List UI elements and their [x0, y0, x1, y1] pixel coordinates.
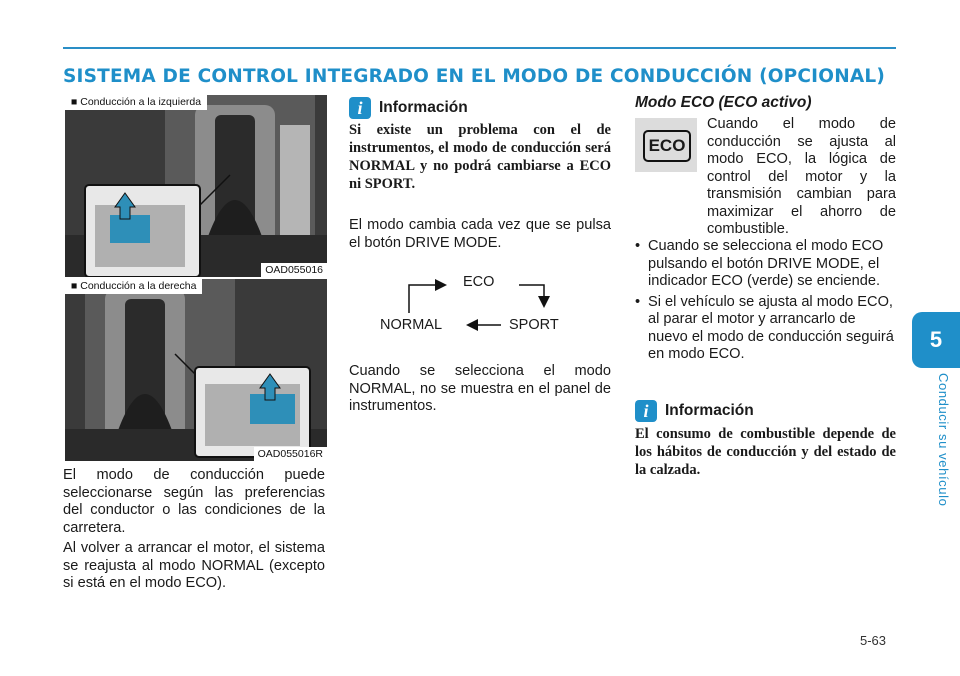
- info-title: Información: [665, 402, 754, 419]
- list-item: • Cuando se selecciona el modo ECO pulsando el botón DRIVE MODE, el indicador ECO (verde) se enciende.: [635, 238, 896, 291]
- mode-sport-label: SPORT: [509, 317, 559, 333]
- eco-bullet-list: [635, 238, 896, 367]
- info-icon: i: [635, 400, 657, 422]
- mode-normal-label: NORMAL: [380, 317, 443, 333]
- mode-eco-label: ECO: [463, 274, 495, 290]
- middle-paragraph-1: El modo cambia cada vez que se pulsa el botón DRIVE MODE.: [349, 217, 611, 251]
- info-text: El consumo de combustible depende de los hábitos de conducción y del estado de la calzada.: [635, 426, 896, 478]
- info-heading: [635, 400, 754, 422]
- eco-indicator-illustration: [635, 118, 697, 172]
- console-photo-lhd: [65, 95, 327, 277]
- chapter-tab: [912, 312, 960, 368]
- figure-caption: ■ Conducción a la derecha: [65, 279, 202, 294]
- left-paragraph-1: El modo de conducción puede seleccionarse según las preferencias del conductor o las condiciones de la carretera.: [63, 467, 325, 536]
- figure-code: OAD055016R: [254, 447, 327, 461]
- figure-caption: ■ Conducción a la izquierda: [65, 95, 207, 110]
- middle-paragraph-2: Cuando se selecciona el modo NORMAL, no se muestra en el panel de instrumentos.: [349, 363, 611, 414]
- eco-icon: ECO: [643, 130, 691, 162]
- info-icon: i: [349, 97, 371, 119]
- chapter-label: Conducir su vehículo: [936, 373, 951, 507]
- page-title: SISTEMA DE CONTROL INTEGRADO EN EL MODO DE CONDUCCIÓN (OPCIONAL): [63, 66, 886, 87]
- page-number: 5-63: [860, 633, 887, 648]
- figure-left-hand-drive: [65, 95, 327, 277]
- info-text: Si existe un problema con el de instrumentos, el modo de conducción será NORMAL y no podrá cambiarse a ECO ni SPORT.: [349, 122, 611, 192]
- console-photo-rhd: [65, 279, 327, 461]
- drive-mode-cycle-diagram: [349, 265, 611, 340]
- info-title: Información: [379, 99, 468, 116]
- chapter-number: 5: [929, 327, 943, 352]
- info-heading: [349, 97, 468, 119]
- eco-mode-subheading: Modo ECO (ECO activo): [635, 94, 812, 111]
- eco-description: Cuando el modo de conducción se ajusta al modo ECO, la lógica de control del motor y la transmisión cambian para maximizar el ahorro de combustible.: [707, 116, 896, 237]
- figure-code: OAD055016: [261, 263, 327, 277]
- list-item: • Si el vehículo se ajusta al modo ECO, al parar el motor y arrancarlo de nuevo el modo de conducción seguirá en modo ECO.: [635, 294, 896, 364]
- figure-right-hand-drive: [65, 279, 327, 461]
- header-rule: [63, 47, 896, 49]
- left-paragraph-2: Al volver a arrancar el motor, el sistema se reajusta al modo NORMAL (excepto si está en el modo ECO).: [63, 540, 325, 591]
